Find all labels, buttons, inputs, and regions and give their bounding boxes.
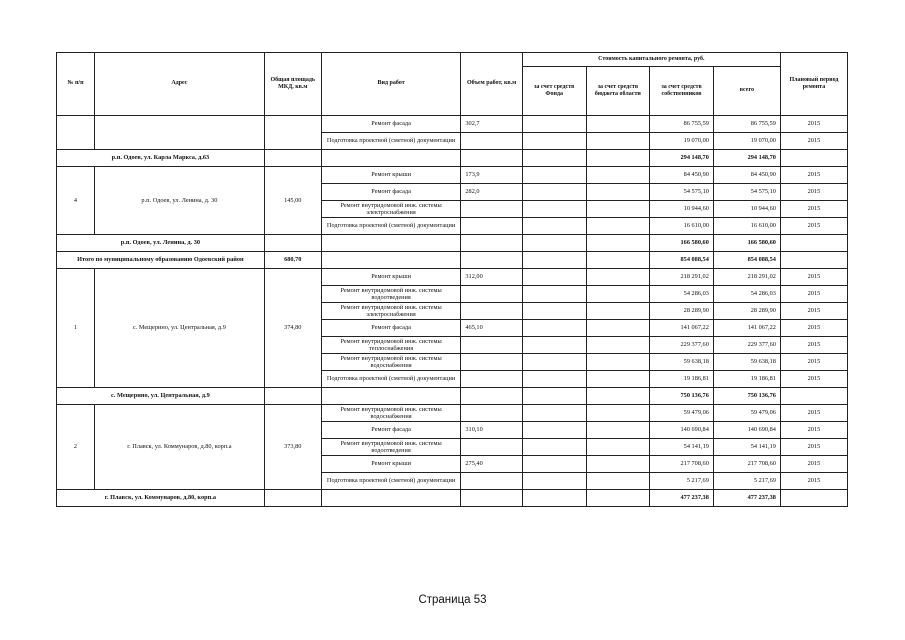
volume-cell: 302,7 — [461, 116, 522, 133]
budget-cell — [586, 201, 650, 218]
owners-cell: 16 610,00 — [650, 218, 714, 235]
fund-cell — [522, 405, 586, 422]
work-cell: Ремонт крыши — [321, 269, 461, 286]
volume-cell — [461, 235, 522, 252]
period-cell: 2015 — [780, 439, 847, 456]
header-owners: за счет средств собственников — [650, 67, 714, 116]
table-row — [57, 167, 848, 184]
work-cell: Подготовка проектной (сметной) документации — [321, 218, 461, 235]
subtotal-row — [57, 235, 848, 252]
budget-cell — [586, 235, 650, 252]
fund-cell — [522, 286, 586, 303]
volume-cell: 282,0 — [461, 184, 522, 201]
period-cell: 2015 — [780, 133, 847, 150]
period-cell — [780, 490, 847, 507]
work-cell: Ремонт фасада — [321, 422, 461, 439]
budget-cell — [586, 218, 650, 235]
fund-cell — [522, 235, 586, 252]
fund-cell — [522, 133, 586, 150]
header-budget: за счет средств бюджета области — [586, 67, 650, 116]
owners-cell: 5 217,69 — [650, 473, 714, 490]
fund-cell — [522, 388, 586, 405]
volume-cell — [461, 303, 522, 320]
total-cell: 54 286,03 — [713, 286, 780, 303]
total-cell: 28 289,90 — [713, 303, 780, 320]
district-total-row — [57, 252, 848, 269]
volume-cell — [461, 337, 522, 354]
period-cell: 2015 — [780, 405, 847, 422]
period-cell: 2015 — [780, 286, 847, 303]
owners-cell: 750 136,76 — [650, 388, 714, 405]
total-cell: 166 580,60 — [713, 235, 780, 252]
budget-cell — [586, 337, 650, 354]
area-cell — [264, 150, 321, 167]
owners-cell: 294 148,70 — [650, 150, 714, 167]
volume-cell — [461, 490, 522, 507]
total-cell: 477 237,38 — [713, 490, 780, 507]
work-cell: Ремонт фасада — [321, 320, 461, 337]
area-cell — [264, 116, 321, 150]
volume-cell: 465,10 — [461, 320, 522, 337]
volume-cell — [461, 473, 522, 490]
num-cell: 1 — [57, 269, 95, 388]
area-cell: 145,00 — [264, 167, 321, 235]
period-cell — [780, 252, 847, 269]
header-volume: Объем работ, кв.м — [461, 53, 522, 116]
volume-cell — [461, 405, 522, 422]
owners-cell: 54 575,10 — [650, 184, 714, 201]
work-cell — [321, 252, 461, 269]
budget-cell — [586, 388, 650, 405]
period-cell: 2015 — [780, 116, 847, 133]
budget-cell — [586, 473, 650, 490]
fund-cell — [522, 150, 586, 167]
area-cell: 374,80 — [264, 269, 321, 388]
owners-cell: 84 450,90 — [650, 167, 714, 184]
budget-cell — [586, 286, 650, 303]
total-cell: 5 217,69 — [713, 473, 780, 490]
fund-cell — [522, 303, 586, 320]
period-cell: 2015 — [780, 456, 847, 473]
volume-cell — [461, 354, 522, 371]
volume-cell — [461, 150, 522, 167]
owners-cell: 854 088,54 — [650, 252, 714, 269]
subtotal-label: р.п. Одоев, ул. Карла Маркса, д.63 — [57, 150, 265, 167]
owners-cell: 54 286,03 — [650, 286, 714, 303]
total-cell: 86 755,59 — [713, 116, 780, 133]
volume-cell — [461, 388, 522, 405]
budget-cell — [586, 133, 650, 150]
total-cell: 218 291,02 — [713, 269, 780, 286]
header-period: Плановый период ремонта — [780, 53, 847, 116]
total-cell: 854 088,54 — [713, 252, 780, 269]
work-cell: Подготовка проектной (сметной) документации — [321, 371, 461, 388]
owners-cell: 28 289,90 — [650, 303, 714, 320]
volume-cell — [461, 133, 522, 150]
total-cell: 54 575,10 — [713, 184, 780, 201]
total-cell: 16 610,00 — [713, 218, 780, 235]
volume-cell: 310,10 — [461, 422, 522, 439]
address-cell: г. Плавск, ул. Коммунаров, д.80, корп.а — [94, 405, 264, 490]
fund-cell — [522, 320, 586, 337]
owners-cell: 140 690,84 — [650, 422, 714, 439]
table-row — [57, 116, 848, 133]
area-cell — [264, 490, 321, 507]
fund-cell — [522, 354, 586, 371]
capital-repair-table — [56, 52, 848, 507]
total-cell: 750 136,76 — [713, 388, 780, 405]
volume-cell: 275,40 — [461, 456, 522, 473]
owners-cell: 10 944,60 — [650, 201, 714, 218]
period-cell: 2015 — [780, 269, 847, 286]
address-cell: с. Мещерино, ул. Центральная, д.9 — [94, 269, 264, 388]
budget-cell — [586, 269, 650, 286]
subtotal-label: г. Плавск, ул. Коммунаров, д.80, корп.а — [57, 490, 265, 507]
total-cell: 140 690,84 — [713, 422, 780, 439]
area-cell: 373,80 — [264, 405, 321, 490]
period-cell: 2015 — [780, 320, 847, 337]
budget-cell — [586, 422, 650, 439]
table-row — [57, 269, 848, 286]
period-cell: 2015 — [780, 371, 847, 388]
total-cell: 84 450,90 — [713, 167, 780, 184]
num-cell: 4 — [57, 167, 95, 235]
budget-cell — [586, 116, 650, 133]
area-cell — [264, 388, 321, 405]
work-cell — [321, 388, 461, 405]
header-area: Общая площадь МКД, кв.м — [264, 53, 321, 116]
total-cell: 59 638,18 — [713, 354, 780, 371]
fund-cell — [522, 252, 586, 269]
total-cell: 10 944,60 — [713, 201, 780, 218]
header-cost-group: Стоимость капитального ремонта, руб. — [522, 53, 780, 67]
period-cell: 2015 — [780, 184, 847, 201]
period-cell: 2015 — [780, 473, 847, 490]
total-cell: 141 067,22 — [713, 320, 780, 337]
num-cell: 2 — [57, 405, 95, 490]
budget-cell — [586, 405, 650, 422]
fund-cell — [522, 269, 586, 286]
budget-cell — [586, 490, 650, 507]
district-total-label: Итого по муниципальному образованию Одоевский район — [57, 252, 265, 269]
budget-cell — [586, 320, 650, 337]
volume-cell: 173,9 — [461, 167, 522, 184]
work-cell: Ремонт внутридомовой инж. системы водоотведения — [321, 286, 461, 303]
header-total: всего — [713, 67, 780, 116]
period-cell — [780, 235, 847, 252]
owners-cell: 229 377,60 — [650, 337, 714, 354]
work-cell: Подготовка проектной (сметной) документации — [321, 133, 461, 150]
owners-cell: 218 291,02 — [650, 269, 714, 286]
fund-cell — [522, 218, 586, 235]
work-cell: Ремонт внутридомовой инж. системы электроснабжения — [321, 201, 461, 218]
budget-cell — [586, 456, 650, 473]
period-cell: 2015 — [780, 167, 847, 184]
period-cell: 2015 — [780, 422, 847, 439]
budget-cell — [586, 252, 650, 269]
fund-cell — [522, 167, 586, 184]
owners-cell: 19 186,81 — [650, 371, 714, 388]
total-cell: 229 377,60 — [713, 337, 780, 354]
volume-cell — [461, 371, 522, 388]
subtotal-label: р.п. Одоев, ул. Ленина, д. 30 — [57, 235, 265, 252]
work-cell: Ремонт внутридомовой инж. системы водоснабжения — [321, 405, 461, 422]
period-cell: 2015 — [780, 201, 847, 218]
period-cell — [780, 150, 847, 167]
owners-cell: 217 708,60 — [650, 456, 714, 473]
budget-cell — [586, 354, 650, 371]
period-cell: 2015 — [780, 337, 847, 354]
fund-cell — [522, 201, 586, 218]
fund-cell — [522, 490, 586, 507]
fund-cell — [522, 439, 586, 456]
fund-cell — [522, 337, 586, 354]
volume-cell: 312,00 — [461, 269, 522, 286]
volume-cell — [461, 218, 522, 235]
total-cell: 19 186,81 — [713, 371, 780, 388]
work-cell: Ремонт фасада — [321, 184, 461, 201]
work-cell — [321, 235, 461, 252]
owners-cell: 477 237,38 — [650, 490, 714, 507]
period-cell — [780, 388, 847, 405]
total-cell: 19 070,00 — [713, 133, 780, 150]
table-row — [57, 405, 848, 422]
num-cell — [57, 116, 95, 150]
area-cell — [264, 235, 321, 252]
address-cell: р.п. Одоев, ул. Ленина, д. 30 — [94, 167, 264, 235]
subtotal-row — [57, 150, 848, 167]
subtotal-label: с. Мещерино, ул. Центральная, д.9 — [57, 388, 265, 405]
work-cell: Ремонт внутридомовой инж. системы водоотведения — [321, 439, 461, 456]
area-cell: 680,70 — [264, 252, 321, 269]
work-cell: Ремонт крыши — [321, 167, 461, 184]
header-num: № п/п — [57, 53, 95, 116]
work-cell — [321, 490, 461, 507]
subtotal-row — [57, 490, 848, 507]
period-cell: 2015 — [780, 354, 847, 371]
volume-cell — [461, 286, 522, 303]
volume-cell — [461, 201, 522, 218]
volume-cell — [461, 439, 522, 456]
total-cell: 294 148,70 — [713, 150, 780, 167]
header-work: Вид работ — [321, 53, 461, 116]
page-number: Страница 53 — [418, 594, 487, 606]
period-cell: 2015 — [780, 303, 847, 320]
work-cell: Ремонт фасада — [321, 116, 461, 133]
owners-cell: 166 580,60 — [650, 235, 714, 252]
fund-cell — [522, 184, 586, 201]
fund-cell — [522, 456, 586, 473]
fund-cell — [522, 473, 586, 490]
address-cell — [94, 116, 264, 150]
budget-cell — [586, 303, 650, 320]
budget-cell — [586, 184, 650, 201]
work-cell: Ремонт внутридомовой инж. системы электроснабжения — [321, 303, 461, 320]
period-cell: 2015 — [780, 218, 847, 235]
total-cell: 54 141,19 — [713, 439, 780, 456]
budget-cell — [586, 167, 650, 184]
work-cell: Ремонт внутридомовой инж. системы теплоснабжения — [321, 337, 461, 354]
work-cell: Ремонт крыши — [321, 456, 461, 473]
owners-cell: 59 638,18 — [650, 354, 714, 371]
work-cell: Подготовка проектной (сметной) документации — [321, 473, 461, 490]
budget-cell — [586, 439, 650, 456]
subtotal-row — [57, 388, 848, 405]
work-cell — [321, 150, 461, 167]
header-address: Адрес — [94, 53, 264, 116]
fund-cell — [522, 371, 586, 388]
budget-cell — [586, 371, 650, 388]
owners-cell: 19 070,00 — [650, 133, 714, 150]
owners-cell: 59 479,06 — [650, 405, 714, 422]
budget-cell — [586, 150, 650, 167]
owners-cell: 86 755,59 — [650, 116, 714, 133]
header-fund: за счет средств Фонда — [522, 67, 586, 116]
volume-cell — [461, 252, 522, 269]
owners-cell: 54 141,19 — [650, 439, 714, 456]
total-cell: 217 708,60 — [713, 456, 780, 473]
fund-cell — [522, 422, 586, 439]
total-cell: 59 479,06 — [713, 405, 780, 422]
work-cell: Ремонт внутридомовой инж. системы водоснабжения — [321, 354, 461, 371]
owners-cell: 141 067,22 — [650, 320, 714, 337]
fund-cell — [522, 116, 586, 133]
